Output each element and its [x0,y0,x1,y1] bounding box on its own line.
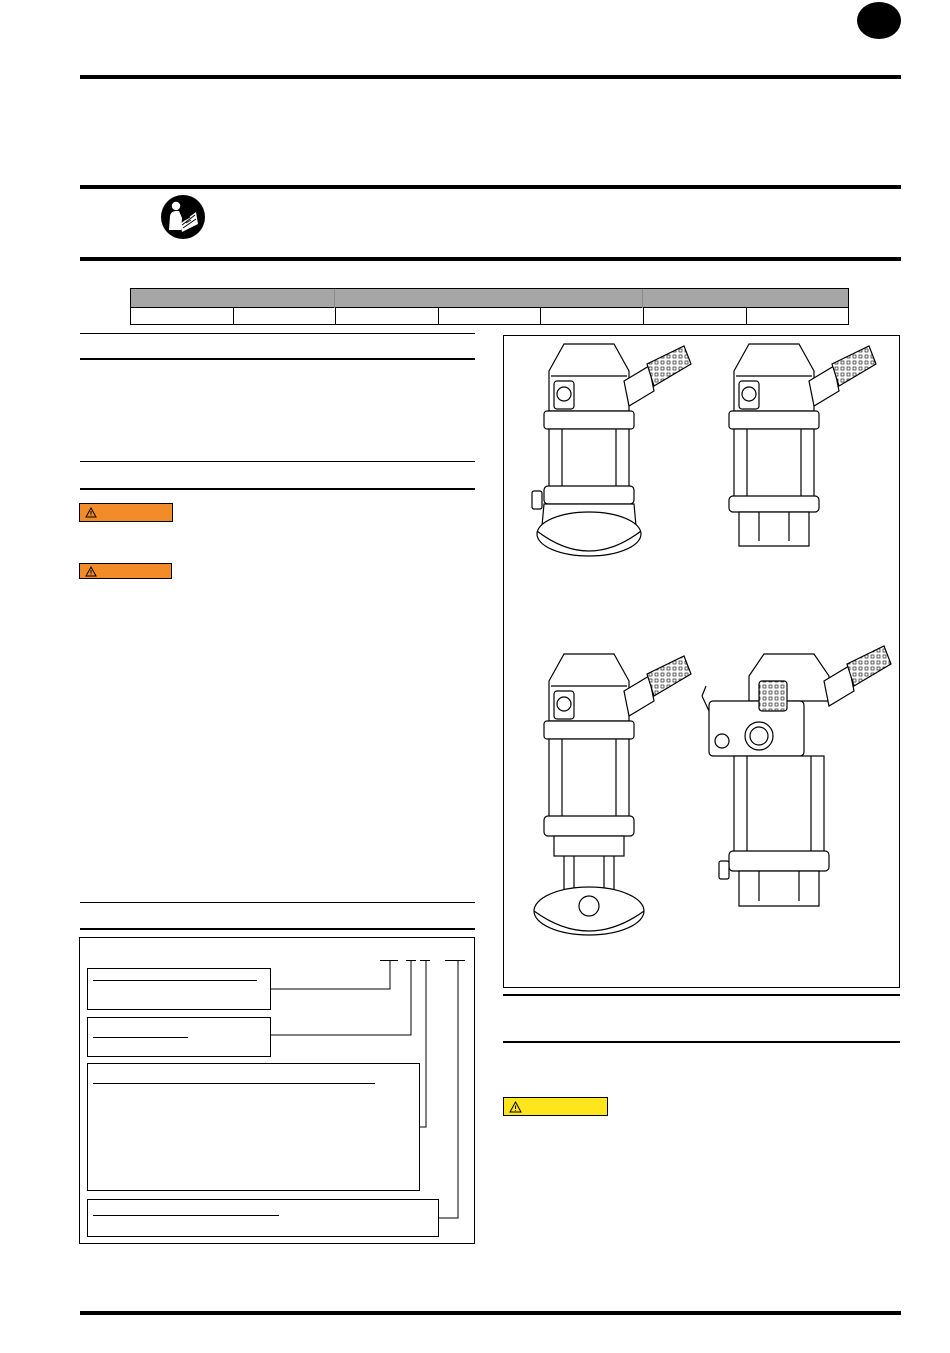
section-rule [80,488,475,490]
spec-table-row [131,308,848,324]
header-rule-bottom [80,257,901,261]
language-badge [857,2,901,39]
section-rule [80,333,475,334]
header-rule-top [80,185,901,189]
spec-cell [747,308,848,324]
warning-triangle-icon [85,566,97,577]
spec-cell [644,308,747,324]
header-text [225,200,885,240]
spec-cell [439,308,541,324]
warning-badge [79,563,172,579]
top-rule [80,75,901,79]
pump-illustrations [504,336,899,987]
section-rule [80,358,475,360]
read-manual-icon [160,194,206,240]
page-title [80,110,900,150]
section-rule [503,1041,900,1043]
spec-cell [336,308,439,324]
warning-triangle-icon [509,1101,522,1113]
section-rule [80,461,475,462]
pump-drawing-4 [702,646,891,906]
model-code-diagram [79,937,475,1244]
section-rule [80,928,475,930]
warning-badge [79,503,173,522]
pump-drawing-3 [534,654,691,935]
spec-table-header [131,289,848,308]
section-rule [503,994,900,996]
warning-triangle-icon [85,507,97,518]
pump-models-figure [503,335,900,988]
spec-cell [234,308,336,324]
spec-cell [541,308,644,324]
pump-drawing-2 [729,344,876,546]
spec-cell [131,308,234,324]
spec-table [130,288,849,325]
caution-badge [503,1097,608,1116]
section-rule [80,902,475,903]
footer-rule [80,1311,901,1315]
connector-lines [80,938,474,1243]
pump-drawing-1 [532,344,691,556]
